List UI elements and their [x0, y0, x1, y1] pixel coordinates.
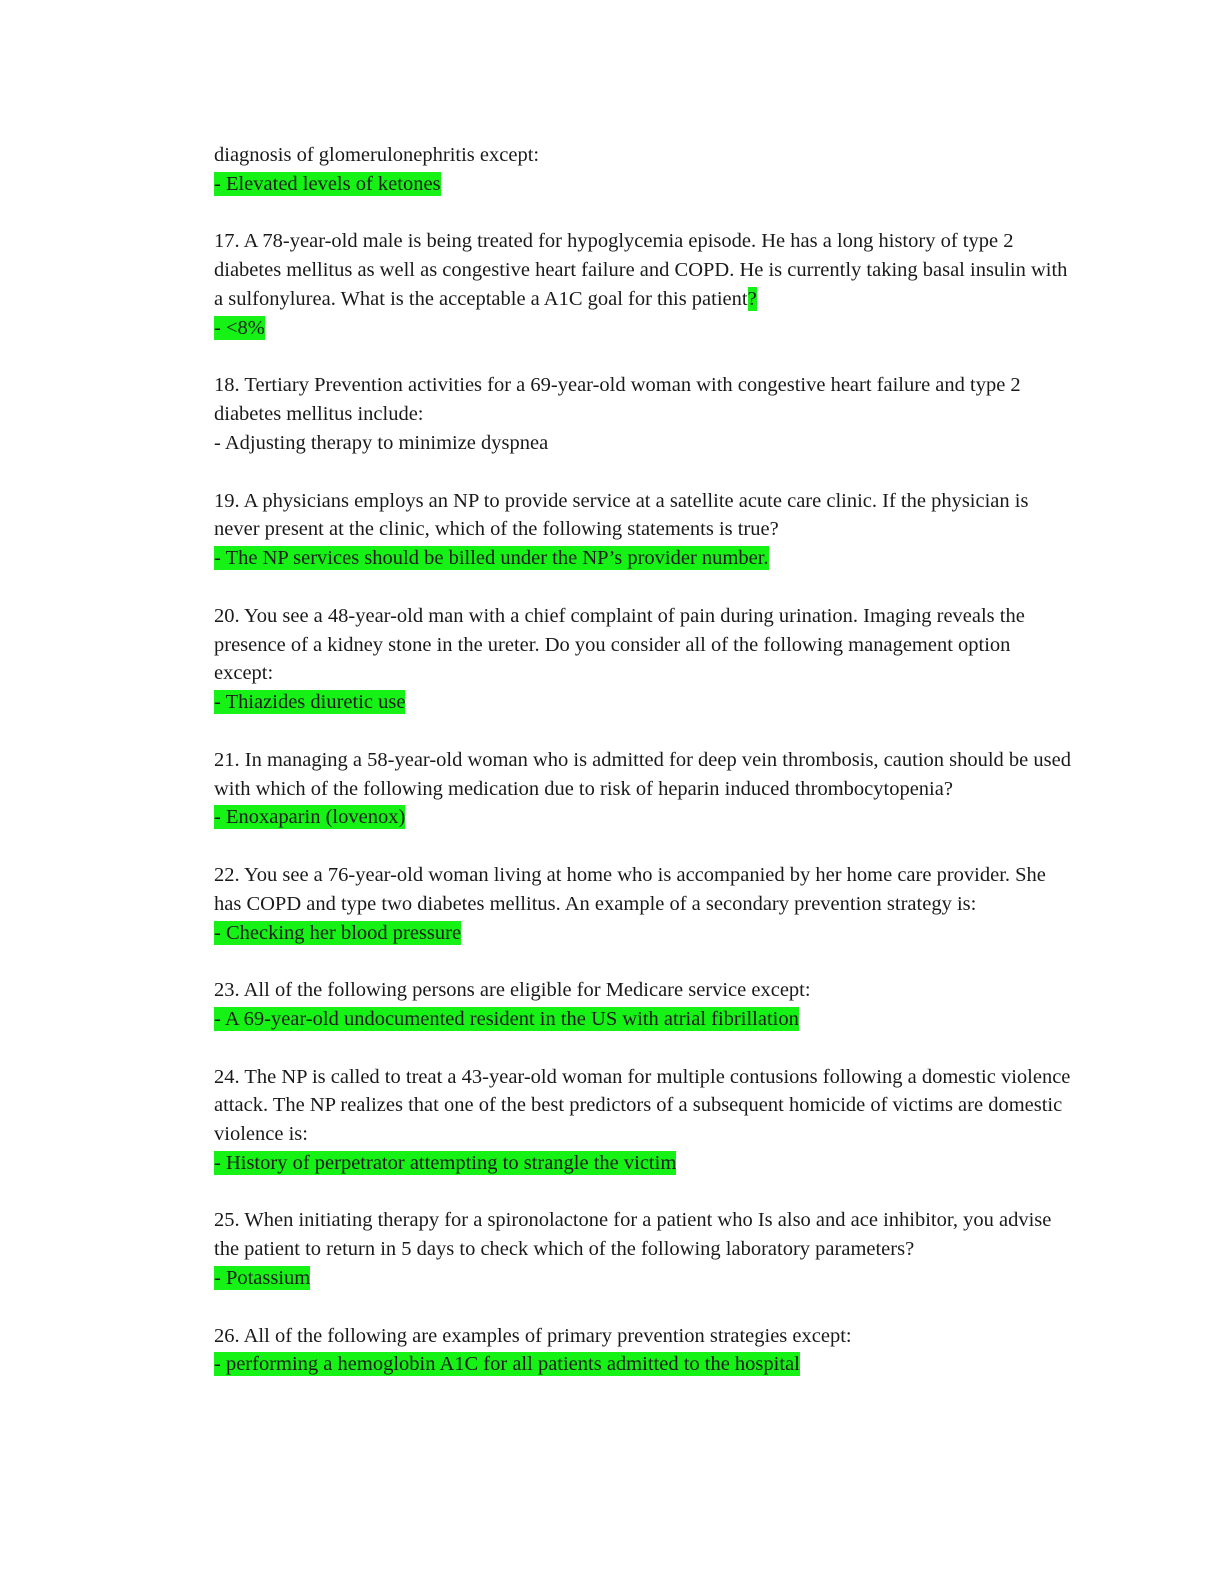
answer-text: - Adjusting therapy to minimize dyspnea [214, 431, 549, 454]
answer-highlight: - Thiazides diuretic use [214, 691, 406, 714]
answer-highlight: - History of perpetrator attempting to strangle the victim [214, 1151, 677, 1174]
question-block-24 [214, 1063, 1074, 1178]
answer-highlight: - A 69-year-old undocumented resident in the US with atrial fibrillation [214, 1007, 799, 1030]
question-text: 19. A physicians employs an NP to provide service at a satellite acute care clinic. If the physician is never present at the clinic, which of the following statements is true? [214, 489, 1029, 541]
answer-highlight: - <8% [214, 316, 265, 339]
answer-highlight: - Potassium [214, 1267, 311, 1290]
question-text: 18. Tertiary Prevention activities for a 69-year-old woman with congestive heart failure and type 2 diabetes mellitus include: [214, 374, 1021, 426]
answer-highlight: - Elevated levels of ketones [214, 172, 441, 195]
question-block-16 [214, 141, 1074, 199]
question-block-17 [214, 227, 1074, 342]
question-text: 20. You see a 48-year-old man with a chief complaint of pain during urination. Imaging reveals the presence of a kidney stone in the ureter. Do you consider all of the following management option except: [214, 604, 1025, 685]
answer-highlight: - performing a hemoglobin A1C for all patients admitted to the hospital [214, 1353, 800, 1376]
question-block-21 [214, 746, 1074, 832]
question-text: 23. All of the following persons are eligible for Medicare service except: [214, 979, 811, 1002]
question-text: 17. A 78-year-old male is being treated for hypoglycemia episode. He has a long history of type 2 diabetes mellitus as well as congestive heart failure and COPD. He is currently taking basal insulin with a sulfonylurea. What is the acceptable a A1C goal for this patient? [214, 230, 1068, 310]
question-text: 22. You see a 76-year-old woman living at home who is accompanied by her home care provider. She has COPD and type two diabetes mellitus. An example of a secondary prevention strategy is: [214, 863, 1046, 915]
question-text: diagnosis of glomerulonephritis except: [214, 144, 540, 166]
answer-highlight: - Checking her blood pressure [214, 921, 462, 944]
question-block-22 [214, 861, 1074, 947]
question-block-25 [214, 1206, 1074, 1292]
question-block-26 [214, 1322, 1074, 1380]
answer-highlight: - The NP services should be billed under the NP’s provider number. [214, 547, 769, 570]
question-block-18 [214, 371, 1074, 457]
document-page [214, 141, 1074, 1379]
question-text: 25. When initiating therapy for a spironolactone for a patient who Is also and ace inhibitor, you advise the patient to return in 5 days to check which of the following laboratory parameters? [214, 1209, 1052, 1261]
highlight-mark: ? [747, 287, 757, 310]
question-text: 26. All of the following are examples of primary prevention strategies except: [214, 1324, 852, 1347]
answer-highlight: - Enoxaparin (lovenox) [214, 806, 406, 829]
question-block-20 [214, 602, 1074, 717]
question-block-23 [214, 976, 1074, 1034]
question-text: 24. The NP is called to treat a 43-year-old woman for multiple contusions following a domestic violence attack. The NP realizes that one of the best predictors of a subsequent homicide of victims are domestic violence is: [214, 1065, 1071, 1146]
question-text: 21. In managing a 58-year-old woman who is admitted for deep vein thrombosis, caution should be used with which of the following medication due to risk of heparin induced thrombocytopenia? [214, 748, 1071, 800]
question-block-19 [214, 487, 1074, 573]
